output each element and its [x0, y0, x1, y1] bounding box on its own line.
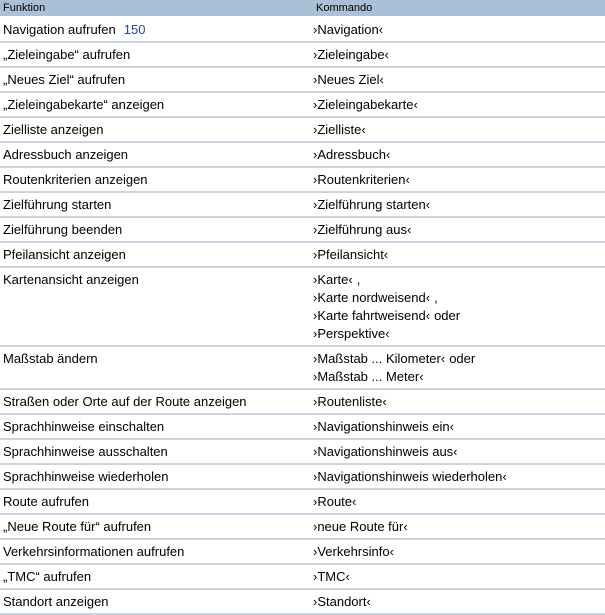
table-row: [0, 218, 605, 243]
function-cell: [0, 218, 313, 241]
function-text: „TMC“ aufrufen: [3, 569, 92, 584]
function-cell: [0, 143, 313, 166]
command-cell: [313, 243, 605, 266]
command-suffix: oder: [449, 351, 476, 366]
function-text: Zielführung starten: [3, 197, 112, 212]
command-text: ›Zielliste‹: [313, 122, 366, 137]
command-text: ›Neues Ziel‹: [313, 72, 384, 87]
header-command: Kommando: [316, 2, 373, 14]
command-line: [313, 418, 605, 436]
table-row: [0, 415, 605, 440]
function-text: Kartenansicht anzeigen: [3, 272, 139, 287]
function-cell: [0, 490, 313, 513]
command-line: [313, 171, 605, 189]
command-cell: [313, 390, 605, 413]
command-line: [313, 121, 605, 139]
table-row: [0, 168, 605, 193]
command-line: [313, 493, 605, 511]
command-cell: [313, 347, 605, 388]
command-suffix: oder: [434, 308, 461, 323]
function-cell: [0, 118, 313, 141]
command-cell: [313, 118, 605, 141]
command-text: ›Navigationshinweis aus‹: [313, 444, 458, 459]
command-cell: [313, 68, 605, 91]
function-text: Zielliste anzeigen: [3, 122, 104, 137]
function-text: Routenkriterien anzeigen: [3, 172, 148, 187]
command-line: [313, 221, 605, 239]
command-text: ›Navigationshinweis ein‹: [313, 419, 454, 434]
table-row: [0, 18, 605, 43]
command-line: [313, 593, 605, 611]
command-cell: [313, 515, 605, 538]
command-text: ›Route‹: [313, 494, 357, 509]
command-line: [313, 96, 605, 114]
table-row: [0, 43, 605, 68]
table-row: [0, 347, 605, 390]
command-cell: [313, 218, 605, 241]
table-row: [0, 118, 605, 143]
function-cell: [0, 347, 313, 388]
command-text: ›Zieleingabekarte‹: [313, 97, 418, 112]
function-cell: [0, 268, 313, 345]
command-text: ›Zielführung starten‹: [313, 197, 431, 212]
command-text: ›Navigation‹: [313, 22, 384, 37]
table-row: [0, 268, 605, 347]
command-text: ›Standort‹: [313, 594, 371, 609]
command-text: ›Karte‹: [313, 272, 353, 287]
function-cell: [0, 18, 313, 41]
command-line: [313, 289, 605, 307]
function-text: „Neues Ziel“ aufrufen: [3, 72, 126, 87]
function-cell: [0, 440, 313, 463]
table-row: [0, 490, 605, 515]
command-line: [313, 271, 605, 289]
function-text: Pfeilansicht anzeigen: [3, 247, 126, 262]
command-line: [313, 21, 605, 39]
function-text: Sprachhinweise wiederholen: [3, 469, 169, 484]
command-suffix: ,: [434, 290, 438, 305]
command-text: ›Maßstab ... Kilometer‹: [313, 351, 446, 366]
function-cell: [0, 590, 313, 613]
table-body: [0, 18, 605, 615]
function-cell: [0, 43, 313, 66]
command-line: [313, 393, 605, 411]
table-row: [0, 590, 605, 615]
command-text: ›Routenliste‹: [313, 394, 387, 409]
command-cell: [313, 540, 605, 563]
function-cell: [0, 168, 313, 191]
function-text: Straßen oder Orte auf der Route anzeigen: [3, 394, 247, 409]
function-cell: [0, 243, 313, 266]
command-cell: [313, 490, 605, 513]
function-text: Sprachhinweise einschalten: [3, 419, 165, 434]
function-cell: [0, 565, 313, 588]
command-line: [313, 368, 605, 386]
command-cell: [313, 268, 605, 345]
function-cell: [0, 93, 313, 116]
command-text: ›Zielführung aus‹: [313, 222, 412, 237]
command-line: [313, 325, 605, 343]
command-text: ›TMC‹: [313, 569, 350, 584]
command-cell: [313, 440, 605, 463]
table-row: [0, 143, 605, 168]
command-text: ›Maßstab ... Meter‹: [313, 369, 424, 384]
command-text: ›Karte nordweisend‹: [313, 290, 431, 305]
command-line: [313, 543, 605, 561]
function-cell: [0, 68, 313, 91]
page-reference-link[interactable]: 150: [123, 22, 146, 37]
command-line: [313, 196, 605, 214]
table-row: [0, 93, 605, 118]
table-header: [0, 0, 605, 18]
function-text: „Neue Route für“ aufrufen: [3, 519, 152, 534]
command-line: [313, 568, 605, 586]
command-text: ›neue Route für‹: [313, 519, 408, 534]
table-row: [0, 465, 605, 490]
command-text: ›Karte fahrtweisend‹: [313, 308, 431, 323]
command-line: [313, 146, 605, 164]
command-cell: [313, 465, 605, 488]
command-cell: [313, 18, 605, 41]
command-text: ›Navigationshinweis wiederholen‹: [313, 469, 507, 484]
table-row: [0, 440, 605, 465]
function-cell: [0, 193, 313, 216]
command-line: [313, 46, 605, 64]
table-row: [0, 390, 605, 415]
function-cell: [0, 515, 313, 538]
function-text: Standort anzeigen: [3, 594, 109, 609]
command-line: [313, 71, 605, 89]
function-cell: [0, 540, 313, 563]
table-row: [0, 193, 605, 218]
command-suffix: ,: [356, 272, 361, 287]
command-text: ›Routenkriterien‹: [313, 172, 410, 187]
command-text: ›Zieleingabe‹: [313, 47, 389, 62]
command-cell: [313, 93, 605, 116]
command-text: ›Adressbuch‹: [313, 147, 391, 162]
command-cell: [313, 143, 605, 166]
command-line: [313, 307, 605, 325]
function-text: Navigation aufrufen: [3, 22, 116, 37]
command-cell: [313, 168, 605, 191]
command-text: ›Pfeilansicht‹: [313, 247, 389, 262]
command-line: [313, 518, 605, 536]
table-row: [0, 565, 605, 590]
command-cell: [313, 565, 605, 588]
command-cell: [313, 193, 605, 216]
table-row: [0, 515, 605, 540]
function-text: Zielführung beenden: [3, 222, 123, 237]
command-text: ›Perspektive‹: [313, 326, 390, 341]
function-cell: [0, 390, 313, 413]
function-text: Adressbuch anzeigen: [3, 147, 129, 162]
function-text: „Zieleingabe“ aufrufen: [3, 47, 131, 62]
command-cell: [313, 415, 605, 438]
command-line: [313, 350, 605, 368]
command-text: ›Verkehrsinfo‹: [313, 544, 394, 559]
function-cell: [0, 415, 313, 438]
header-function: Funktion: [3, 2, 46, 14]
function-text: „Zieleingabekarte“ anzeigen: [3, 97, 165, 112]
table-row: [0, 68, 605, 93]
table-row: [0, 243, 605, 268]
function-text: Maßstab ändern: [3, 351, 98, 366]
function-text: Verkehrsinformationen aufrufen: [3, 544, 185, 559]
command-cell: [313, 590, 605, 613]
function-cell: [0, 465, 313, 488]
function-text: Sprachhinweise ausschalten: [3, 444, 168, 459]
table-row: [0, 540, 605, 565]
command-line: [313, 443, 605, 461]
command-line: [313, 246, 605, 264]
command-cell: [313, 43, 605, 66]
command-line: [313, 468, 605, 486]
function-text: Route aufrufen: [3, 494, 90, 509]
